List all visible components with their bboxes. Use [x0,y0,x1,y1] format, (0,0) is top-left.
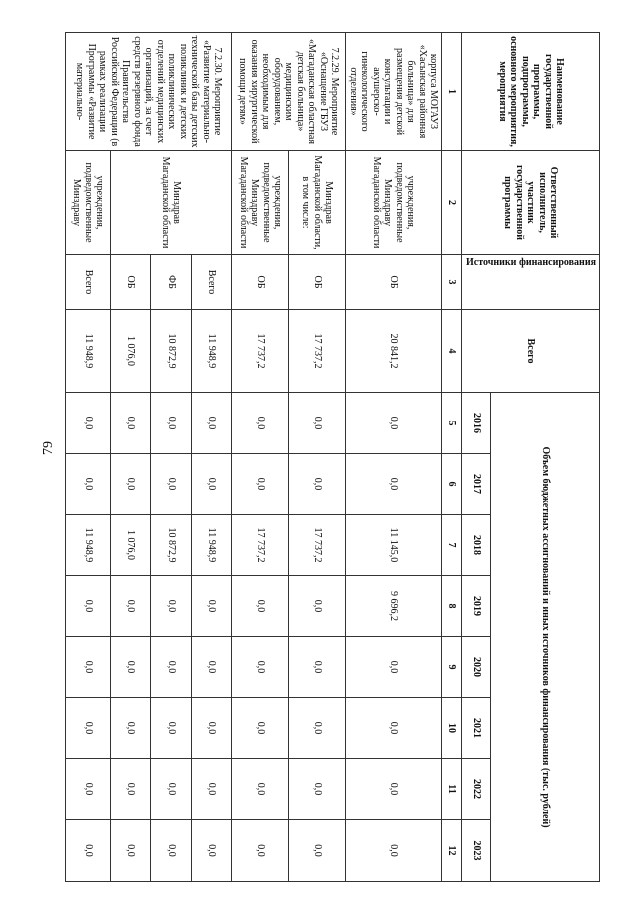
header-executor: Ответственный исполнитель, участник государственной программы [462,151,600,255]
cell-value: 0,0 [232,454,289,515]
cell-value: 0,0 [66,759,111,820]
cell-value: 0,0 [66,698,111,759]
cell-value: 0,0 [232,576,289,637]
column-number: 12 [441,820,461,882]
cell-executor: учреждения, подведомственные Минздраву [66,151,111,255]
cell-value: 0,0 [66,576,111,637]
cell-value: 17 737,2 [232,515,289,576]
cell-total: 17 737,2 [288,310,345,393]
header-year: 2020 [462,637,490,698]
cell-executor: учреждения, подведомственные Минздраву Магаданской области [232,151,289,255]
cell-value: 0,0 [110,698,151,759]
header-source-text: Источники финансирования [465,257,596,268]
column-number: 11 [441,759,461,820]
cell-value: 0,0 [151,820,192,882]
column-number: 6 [441,454,461,515]
cell-value: 0,0 [288,393,345,454]
cell-executor: Минздрав Магаданской области [110,151,232,255]
cell-value: 0,0 [66,820,111,882]
cell-value: 0,0 [191,393,232,454]
cell-value: 0,0 [191,698,232,759]
cell-source: ОБ [110,255,151,310]
cell-value: 11 948,9 [191,515,232,576]
cell-value: 17 737,2 [288,515,345,576]
cell-value: 1 076,0 [110,515,151,576]
table-row [66,33,111,882]
cell-source: ОБ [232,255,289,310]
cell-value: 0,0 [191,637,232,698]
cell-value: 0,0 [110,454,151,515]
column-number: 1 [441,33,461,151]
cell-value: 0,0 [345,759,441,820]
header-name: Наименование государственной программы, подпрограммы, основного мероприятия, мероприятия [462,33,600,151]
cell-value: 0,0 [110,637,151,698]
cell-value: 0,0 [151,576,192,637]
column-number: 8 [441,576,461,637]
cell-name: корпуса МОГАУЗ «Хасынская районная больница» для размещения детской консультации и акушерско-гинекологического отделения» [345,33,441,151]
column-number: 9 [441,637,461,698]
column-number: 3 [441,255,461,310]
cell-value: 0,0 [191,454,232,515]
header-year: 2021 [462,698,490,759]
cell-total: 17 737,2 [232,310,289,393]
header-source [462,255,600,310]
cell-value: 0,0 [288,454,345,515]
cell-value: 0,0 [110,393,151,454]
header-total: Всего [462,310,600,393]
cell-total: 11 948,9 [66,310,111,393]
header-funding-title: Объем бюджетных ассигнований и иных источников финансирования (тыс. рублей) [490,393,599,882]
cell-value: 11 145,0 [345,515,441,576]
cell-value: 0,0 [288,759,345,820]
table-row [345,33,441,882]
cell-value: 0,0 [232,820,289,882]
cell-value: 0,0 [66,393,111,454]
cell-value: 0,0 [288,637,345,698]
header-year: 2019 [462,576,490,637]
cell-executor: учреждения, подведомственные Минздраву Магаданской области [345,151,441,255]
cell-value: 0,0 [288,820,345,882]
cell-value: 11 948,9 [66,515,111,576]
table-row [191,33,232,882]
cell-source: Всего [66,255,111,310]
cell-value: 0,0 [345,698,441,759]
cell-value: 0,0 [110,820,151,882]
cell-source: Всего [191,255,232,310]
cell-source: ОБ [345,255,441,310]
cell-value: 0,0 [288,576,345,637]
cell-value: 0,0 [151,759,192,820]
cell-value: 0,0 [345,820,441,882]
cell-value: 0,0 [151,698,192,759]
cell-value: 0,0 [191,576,232,637]
header-year: 2016 [462,393,490,454]
cell-value: 0,0 [345,637,441,698]
cell-value: 0,0 [288,698,345,759]
table-row [288,33,345,882]
table-row [232,33,289,882]
cell-name: 7.2.30. Мероприятие «Развитие материально-технической базы детских поликлиник и детских поликлинических отделений медицинских организаций, за счет средств резервного фонда Правительства Российской Федерации (в рамках реализации Программы «Развитие материально- [66,33,232,151]
cell-value: 0,0 [232,698,289,759]
header-year: 2022 [462,759,490,820]
cell-value: 0,0 [110,759,151,820]
column-number: 2 [441,151,461,255]
cell-value: 0,0 [232,637,289,698]
column-number: 7 [441,515,461,576]
cell-total: 20 841,2 [345,310,441,393]
cell-total: 10 872,9 [151,310,192,393]
cell-value: 9 696,2 [345,576,441,637]
cell-value: 0,0 [151,454,192,515]
cell-value: 0,0 [191,759,232,820]
cell-value: 0,0 [151,393,192,454]
cell-value: 10 872,9 [151,515,192,576]
funding-table [65,32,600,882]
header-year: 2018 [462,515,490,576]
page-number: 79 [41,441,56,455]
cell-source: ОБ [288,255,345,310]
cell-executor: Минздрав Магаданской области, в том числе: [288,151,345,255]
cell-value: 0,0 [232,759,289,820]
cell-value: 0,0 [66,454,111,515]
header-year: 2023 [462,820,490,882]
column-number-row [441,33,461,882]
column-number: 5 [441,393,461,454]
header-year: 2017 [462,454,490,515]
cell-value: 0,0 [66,637,111,698]
cell-source: ФБ [151,255,192,310]
cell-value: 0,0 [110,576,151,637]
column-number: 4 [441,310,461,393]
cell-total: 1 076,0 [110,310,151,393]
cell-total: 11 948,9 [191,310,232,393]
column-number: 10 [441,698,461,759]
rotated-table-area [65,32,600,882]
cell-value: 0,0 [345,393,441,454]
cell-value: 0,0 [232,393,289,454]
cell-value: 0,0 [345,454,441,515]
cell-name: 7.2.29. Мероприятие «Оснащение ГБУЗ «Магаданская областная детская больница» медицинским оборудованием, необходимым для оказания хирургической помощи детям» [232,33,345,151]
cell-value: 0,0 [191,820,232,882]
cell-value: 0,0 [151,637,192,698]
